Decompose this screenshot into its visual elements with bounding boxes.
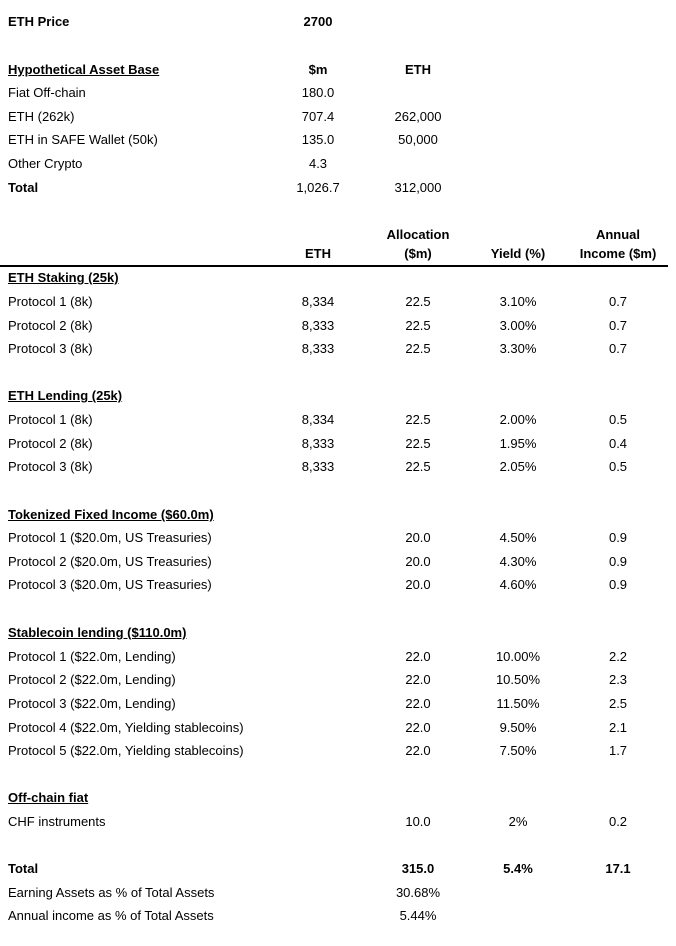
asset-row-usd: 180.0 bbox=[301, 85, 335, 100]
table-row-alloc: 22.0 bbox=[405, 649, 431, 664]
table-row-yield: 3.00% bbox=[499, 318, 537, 333]
table-row-label: Protocol 1 (8k) bbox=[8, 294, 93, 309]
table-row-income: 1.7 bbox=[608, 743, 628, 758]
table-row-income: 0.7 bbox=[608, 318, 628, 333]
table-row-eth: 8,334 bbox=[301, 294, 335, 309]
asset-total-label: Total bbox=[8, 180, 39, 195]
table-row-yield: 1.95% bbox=[499, 436, 537, 451]
table-row-income: 2.2 bbox=[608, 649, 628, 664]
table-row-yield: 2% bbox=[508, 814, 528, 829]
asset-row-label: ETH in SAFE Wallet (50k) bbox=[8, 132, 158, 147]
asset-row-usd: 4.3 bbox=[308, 156, 328, 171]
table-row-income: 2.1 bbox=[608, 720, 628, 735]
table-row-income: 0.7 bbox=[608, 294, 628, 309]
table-row-label: Protocol 1 ($20.0m, US Treasuries) bbox=[8, 530, 212, 545]
asset-total-eth: 312,000 bbox=[394, 180, 442, 195]
table-row-alloc: 22.5 bbox=[405, 436, 431, 451]
table-row-alloc: 22.5 bbox=[405, 294, 431, 309]
summary-total-alloc: 315.0 bbox=[401, 861, 435, 876]
header-eth: ETH bbox=[305, 246, 331, 261]
summary-annual-label: Annual income as % of Total Assets bbox=[8, 908, 214, 923]
table-row-yield: 3.10% bbox=[499, 294, 537, 309]
section-title-lending: ETH Lending (25k) bbox=[8, 388, 123, 403]
asset-row-usd: 135.0 bbox=[301, 132, 335, 147]
asset-row-label: Fiat Off-chain bbox=[8, 85, 86, 100]
eth-price-value: 2700 bbox=[303, 14, 333, 29]
table-row-alloc: 22.5 bbox=[405, 341, 431, 356]
summary-annual-value: 5.44% bbox=[399, 908, 437, 923]
table-row-yield: 4.50% bbox=[499, 530, 537, 545]
section-title-fixed-income: Tokenized Fixed Income ($60.0m) bbox=[8, 507, 214, 522]
table-row-yield: 7.50% bbox=[499, 743, 537, 758]
summary-total-label: Total bbox=[8, 861, 39, 876]
table-row-label: Protocol 2 (8k) bbox=[8, 436, 93, 451]
header-yield: Yield (%) bbox=[490, 246, 546, 261]
table-row-label: Protocol 3 (8k) bbox=[8, 459, 93, 474]
section-title-staking: ETH Staking (25k) bbox=[8, 270, 119, 285]
asset-total-usd: 1,026.7 bbox=[296, 180, 340, 195]
table-row-label: Protocol 3 ($20.0m, US Treasuries) bbox=[8, 577, 212, 592]
table-row-label: Protocol 5 ($22.0m, Yielding stablecoins) bbox=[8, 743, 244, 758]
header-income: Annual bbox=[595, 227, 641, 242]
table-row-eth: 8,333 bbox=[301, 436, 335, 451]
table-row-alloc: 22.5 bbox=[405, 412, 431, 427]
table-row-alloc: 10.0 bbox=[405, 814, 431, 829]
asset-base-col-eth: ETH bbox=[405, 62, 431, 77]
table-row-alloc: 20.0 bbox=[405, 554, 431, 569]
table-row-income: 0.9 bbox=[608, 530, 628, 545]
table-row-alloc: 22.5 bbox=[405, 459, 431, 474]
table-row-label: Protocol 1 ($22.0m, Lending) bbox=[8, 649, 176, 664]
table-row-label: Protocol 3 ($22.0m, Lending) bbox=[8, 696, 176, 711]
table-row-yield: 2.05% bbox=[499, 459, 537, 474]
header-income-unit: Income ($m) bbox=[579, 246, 657, 261]
header-allocation-unit: ($m) bbox=[404, 246, 432, 261]
header-allocation: Allocation bbox=[386, 227, 450, 242]
asset-row-label: Other Crypto bbox=[8, 156, 83, 171]
table-row-label: Protocol 2 (8k) bbox=[8, 318, 93, 333]
table-row-yield: 4.60% bbox=[499, 577, 537, 592]
asset-row-usd: 707.4 bbox=[301, 109, 335, 124]
header-divider bbox=[0, 265, 668, 267]
table-row-yield: 4.30% bbox=[499, 554, 537, 569]
table-row-income: 2.5 bbox=[608, 696, 628, 711]
table-row-label: Protocol 3 (8k) bbox=[8, 341, 93, 356]
asset-base-col-usd: $m bbox=[308, 62, 328, 77]
table-row-label: Protocol 4 ($22.0m, Yielding stablecoins) bbox=[8, 720, 244, 735]
table-row-label: Protocol 1 (8k) bbox=[8, 412, 93, 427]
asset-row-eth: 50,000 bbox=[398, 132, 438, 147]
summary-total-yield: 5.4% bbox=[503, 861, 533, 876]
section-title-offchain: Off-chain fiat bbox=[8, 790, 89, 805]
table-row-eth: 8,334 bbox=[301, 412, 335, 427]
asset-row-eth: 262,000 bbox=[394, 109, 442, 124]
table-row-income: 0.5 bbox=[608, 459, 628, 474]
table-row-yield: 3.30% bbox=[499, 341, 537, 356]
table-row-yield: 2.00% bbox=[499, 412, 537, 427]
table-row-income: 0.9 bbox=[608, 554, 628, 569]
table-row-alloc: 22.0 bbox=[405, 696, 431, 711]
table-row-income: 0.9 bbox=[608, 577, 628, 592]
table-row-alloc: 20.0 bbox=[405, 530, 431, 545]
table-row-alloc: 22.0 bbox=[405, 743, 431, 758]
asset-base-title: Hypothetical Asset Base bbox=[8, 62, 160, 77]
table-row-income: 0.2 bbox=[608, 814, 628, 829]
table-row-income: 0.5 bbox=[608, 412, 628, 427]
table-row-income: 2.3 bbox=[608, 672, 628, 687]
section-title-stablecoin: Stablecoin lending ($110.0m) bbox=[8, 625, 187, 640]
summary-earning-label: Earning Assets as % of Total Assets bbox=[8, 885, 215, 900]
asset-row-label: ETH (262k) bbox=[8, 109, 75, 124]
summary-total-income: 17.1 bbox=[605, 861, 631, 876]
table-row-yield: 11.50% bbox=[496, 696, 540, 711]
table-row-alloc: 22.0 bbox=[405, 672, 431, 687]
table-row-income: 0.4 bbox=[608, 436, 628, 451]
table-row-eth: 8,333 bbox=[301, 318, 335, 333]
table-row-label: Protocol 2 ($22.0m, Lending) bbox=[8, 672, 176, 687]
table-row-yield: 10.00% bbox=[495, 649, 541, 664]
table-row-eth: 8,333 bbox=[301, 341, 335, 356]
table-row-alloc: 22.0 bbox=[405, 720, 431, 735]
table-row-eth: 8,333 bbox=[301, 459, 335, 474]
table-row-alloc: 20.0 bbox=[405, 577, 431, 592]
table-row-label: CHF instruments bbox=[8, 814, 106, 829]
table-row-income: 0.7 bbox=[608, 341, 628, 356]
table-row-label: Protocol 2 ($20.0m, US Treasuries) bbox=[8, 554, 212, 569]
table-row-alloc: 22.5 bbox=[405, 318, 431, 333]
eth-price-label: ETH Price bbox=[8, 14, 70, 29]
table-row-yield: 10.50% bbox=[495, 672, 541, 687]
table-row-yield: 9.50% bbox=[499, 720, 537, 735]
summary-earning-value: 30.68% bbox=[395, 885, 441, 900]
